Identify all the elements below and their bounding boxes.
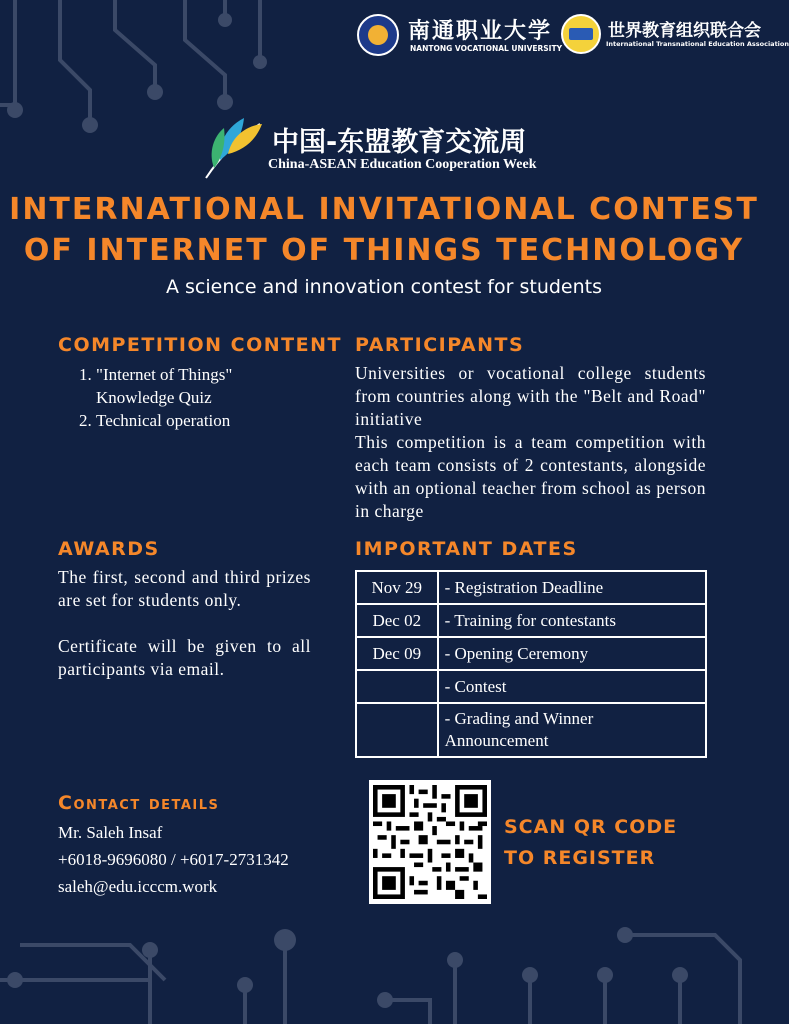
itea-name-en: International Transnational Education Association bbox=[606, 40, 789, 48]
competition-list-wrap bbox=[58, 363, 308, 432]
event-cell: - Training for contestants bbox=[438, 604, 706, 637]
contact-name: Mr. Saleh Insaf bbox=[58, 823, 163, 842]
competition-item: 2. Technical operation bbox=[96, 409, 308, 432]
table-row bbox=[356, 703, 706, 757]
table-row bbox=[356, 604, 706, 637]
main-title-line1: INTERNATIONAL INVITATIONAL CONTEST bbox=[9, 192, 759, 227]
awards-text-1: The first, second and third prizes are set for students only. bbox=[58, 567, 311, 610]
table-row bbox=[356, 571, 706, 604]
contact-email[interactable]: saleh@edu.icccm.work bbox=[58, 877, 218, 896]
dates-heading: IMPORTANT DATES bbox=[355, 538, 578, 560]
qr-code[interactable] bbox=[369, 780, 491, 904]
participants-text-1: Universities or vocational college students from countries along with the "Belt and Road" initiative bbox=[355, 363, 706, 429]
date-cell bbox=[356, 670, 438, 703]
scan-qr-line2: TO REGISTER bbox=[504, 847, 656, 869]
subtitle: A science and innovation contest for students bbox=[166, 276, 602, 298]
nantong-university-logo bbox=[357, 14, 399, 56]
week-title-cn: 中国-东盟教育交流周 bbox=[272, 127, 527, 158]
competition-heading: COMPETITION CONTENT bbox=[58, 334, 342, 356]
event-cell: - Grading and Winner Announcement bbox=[438, 703, 706, 757]
scan-qr-line1: SCAN QR CODE bbox=[504, 816, 678, 838]
event-cell: - Registration Deadline bbox=[438, 571, 706, 604]
date-cell bbox=[356, 703, 438, 757]
participants-text-2: This competition is a team competition with each team consists of 2 contestants, alongside with an optional teacher from school as person in charge bbox=[355, 432, 706, 521]
table-row bbox=[356, 670, 706, 703]
itea-name-cn: 世界教育组织联合会 bbox=[608, 21, 761, 41]
university-name-en: NANTONG VOCATIONAL UNIVERSITY bbox=[410, 44, 563, 53]
itea-logo bbox=[561, 14, 601, 54]
date-cell: Dec 09 bbox=[356, 637, 438, 670]
date-cell: Dec 02 bbox=[356, 604, 438, 637]
awards-text-2: Certificate will be given to all participants via email. bbox=[58, 636, 311, 679]
participants-heading: PARTICIPANTS bbox=[355, 334, 525, 356]
event-cell: - Contest bbox=[438, 670, 706, 703]
qr-pattern bbox=[373, 785, 487, 899]
main-title-line2: OF INTERNET OF THINGS TECHNOLOGY bbox=[23, 233, 745, 268]
awards-heading: AWARDS bbox=[58, 538, 160, 560]
week-title-en: China-ASEAN Education Cooperation Week bbox=[268, 157, 537, 172]
contact-heading: Contact details bbox=[58, 792, 220, 814]
university-name-cn: 南通职业大学 bbox=[408, 18, 553, 44]
leaf-logo-icon bbox=[200, 112, 270, 182]
event-cell: - Opening Ceremony bbox=[438, 637, 706, 670]
competition-list bbox=[58, 363, 308, 432]
contact-phone: +6018-9696080 / +6017-2731342 bbox=[58, 850, 289, 869]
table-row bbox=[356, 637, 706, 670]
dates-table bbox=[355, 570, 707, 758]
competition-item: 1. "Internet of Things" Knowledge Quiz bbox=[96, 363, 308, 409]
date-cell: Nov 29 bbox=[356, 571, 438, 604]
